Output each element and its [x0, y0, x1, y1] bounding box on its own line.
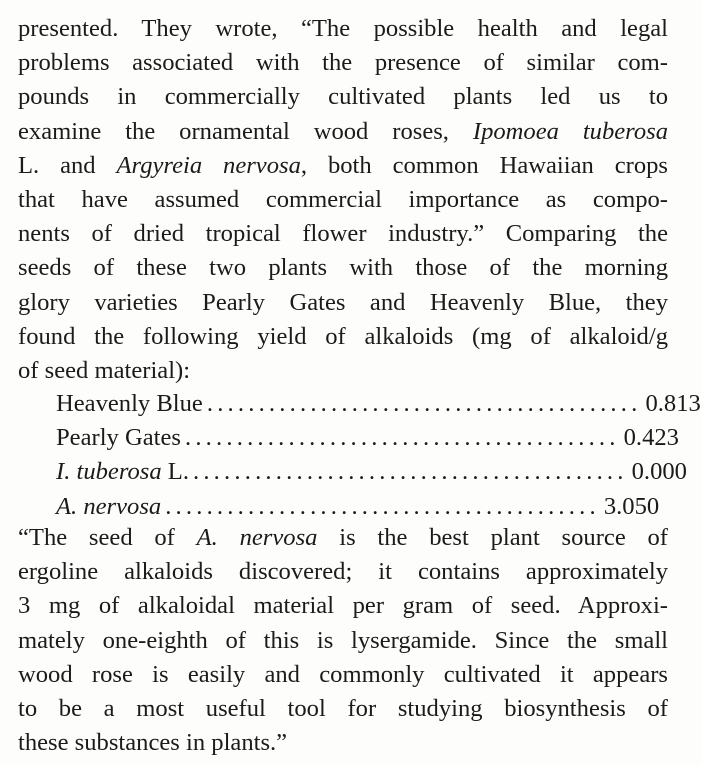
- dot-leader: ..........................................: [184, 424, 620, 452]
- italic-species-name: A. nervosa: [196, 524, 318, 551]
- text-line: glory varieties Pearly Gates and Heavenly Blue, they: [18, 288, 668, 316]
- text-line: to be a most useful tool for studying biosynthesis of: [18, 694, 668, 722]
- text-segment: , both common Hawaiian crops: [300, 151, 668, 179]
- variety-name: Pearly Gates: [56, 424, 181, 452]
- italic-species-name: Argyreia nervosa: [116, 151, 301, 179]
- text-segment: L. and: [18, 151, 117, 179]
- text-line: wood rose is easily and commonly cultivated it appears: [18, 660, 668, 688]
- text-line: [18, 521, 668, 555]
- table-row: [56, 421, 679, 455]
- yield-value: 3.050: [603, 492, 660, 520]
- text-line: presented. They wrote, “The possible health and legal: [18, 15, 668, 42]
- text-line: seeds of these two plants with those of the morning: [18, 254, 668, 282]
- table-row: [56, 455, 687, 489]
- variety-name: [56, 490, 161, 524]
- text-line: mately one-eighth of this is lysergamide. Since the small: [18, 626, 668, 654]
- dot-leader: ..........................................: [206, 390, 642, 417]
- dot-leader: ..........................................: [165, 492, 600, 520]
- quote-paragraph: [18, 521, 668, 760]
- text-line: [18, 115, 668, 149]
- text-line: found the following yield of alkaloids (mg of alkaloid/g: [18, 322, 668, 350]
- intro-paragraph: [18, 12, 668, 388]
- text-line: that have assumed commercial importance as compo-: [18, 185, 668, 213]
- yield-value: 0.423: [623, 424, 679, 452]
- yield-value: 0.813: [645, 390, 701, 417]
- text-line: [18, 149, 668, 183]
- text-segment: examine the ornamental wood roses,: [18, 117, 473, 145]
- italic-species-name: A. nervosa: [56, 492, 162, 520]
- table-row: [56, 387, 701, 421]
- text-line: pounds in commercially cultivated plants led us to: [18, 83, 668, 111]
- alkaloid-yield-table: [56, 387, 701, 524]
- italic-species-name: Ipomoea tuberosa: [472, 117, 669, 145]
- text-line: ergoline alkaloids discovered; it contains approximately: [18, 558, 668, 586]
- text-line: problems associated with the presence of similar com-: [18, 49, 668, 77]
- text-line: of seed material):: [18, 356, 191, 384]
- table-row: [56, 490, 660, 524]
- dot-leader: ..........................................: [192, 458, 628, 486]
- text-line: these substances in plants.”: [18, 729, 288, 757]
- text-line: nents of dried tropical flower industry.” Comparing the: [18, 220, 668, 248]
- yield-value: 0.000: [631, 458, 687, 486]
- variety-name: [56, 455, 189, 489]
- text-segment: is the best plant source of: [317, 524, 668, 551]
- italic-species-name: I. tuberosa: [56, 458, 162, 486]
- name-suffix: L.: [161, 458, 189, 486]
- text-line: 3 mg of alkaloidal material per gram of seed. Approxi-: [18, 592, 668, 620]
- variety-name: Heavenly Blue: [56, 390, 203, 417]
- text-segment: “The seed of: [18, 524, 197, 551]
